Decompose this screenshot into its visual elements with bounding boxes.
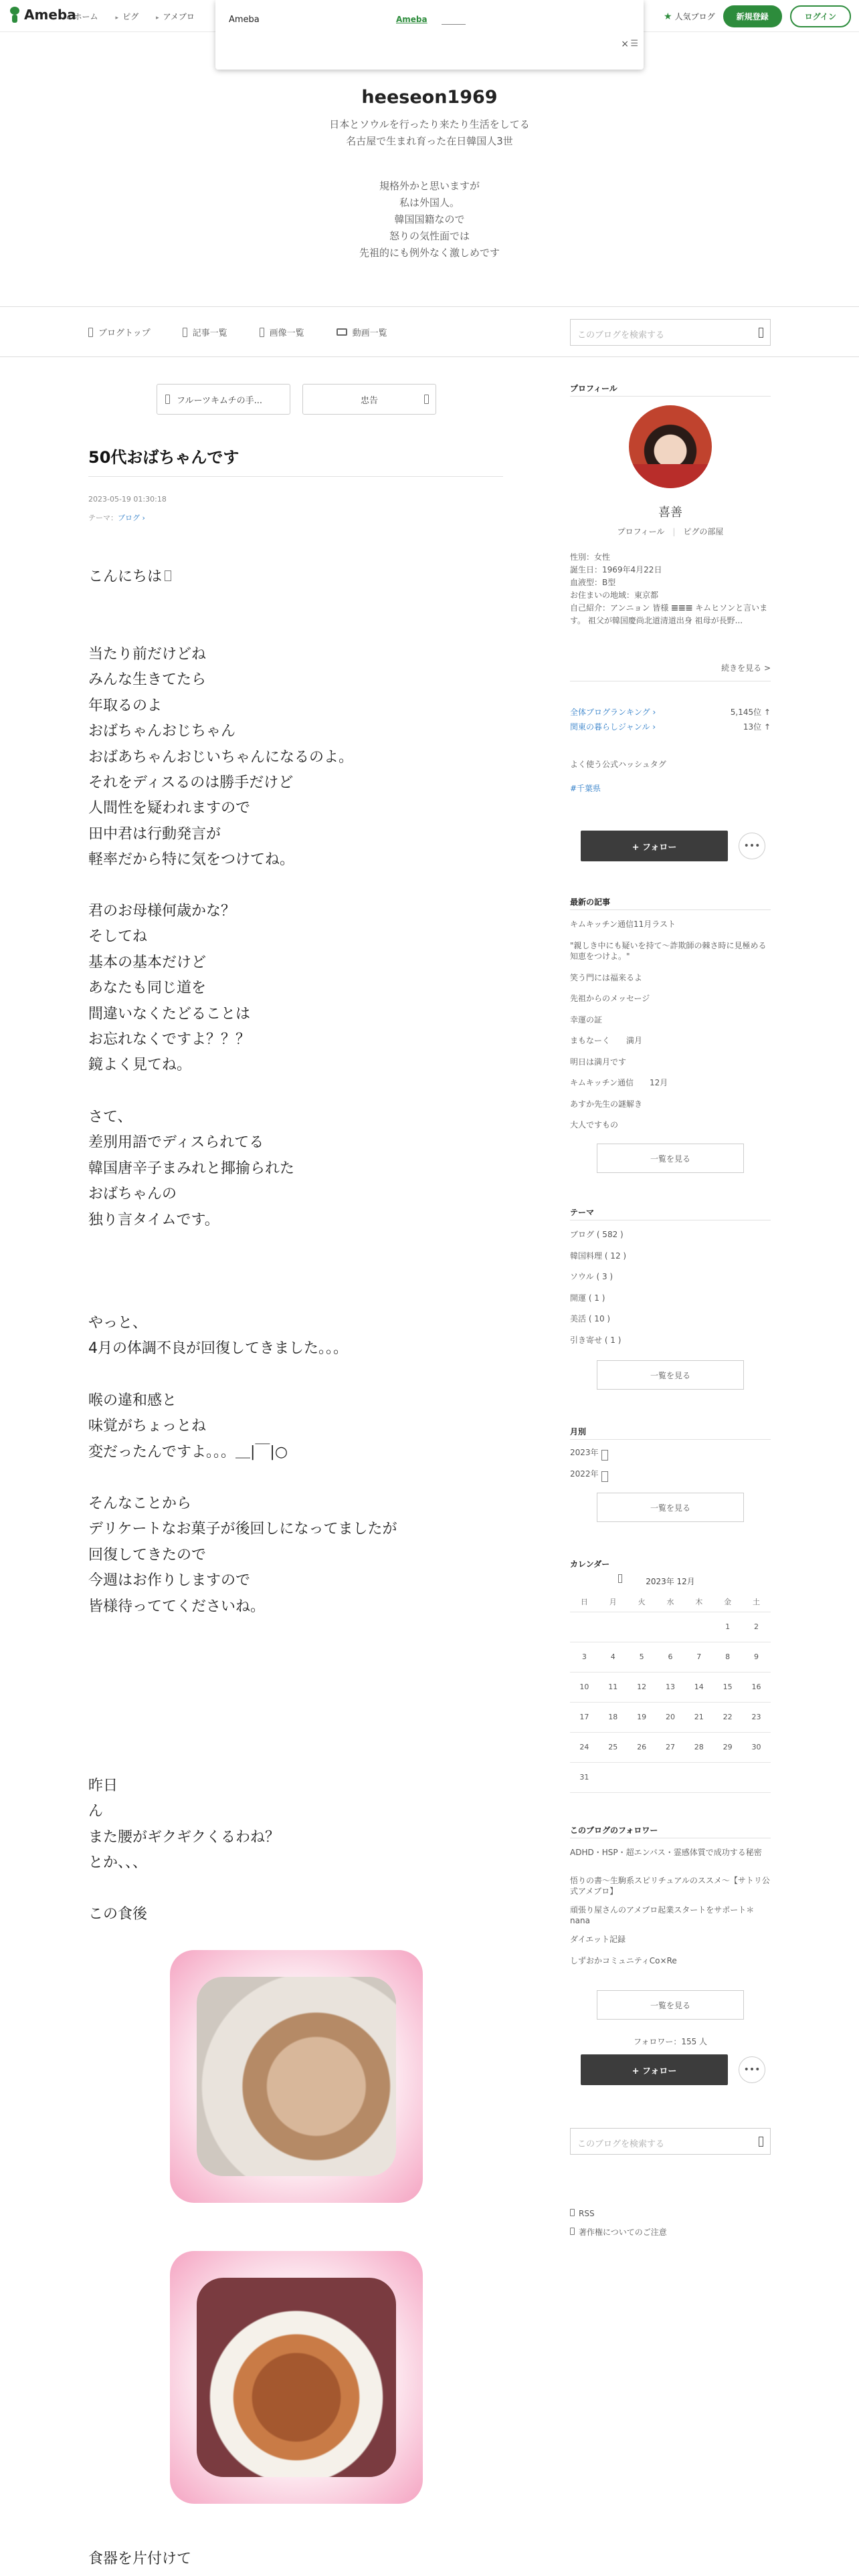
calendar-day: 6 <box>656 1642 685 1672</box>
article-paragraph: さて、 差別用語でディスられてる 韓国唐辛子まみれと揶揄られた おばちゃんの 独り言タイムです。 <box>88 1109 295 1228</box>
global-header-actions <box>664 5 851 27</box>
overall-ranking-value: 5,145位 ↑ <box>730 708 771 717</box>
calendar-day: 9 <box>742 1642 771 1672</box>
blog-search-input[interactable] <box>570 319 771 346</box>
recent-article-link[interactable]: 先祖からのメッセージ <box>570 994 650 1003</box>
calendar-day <box>628 1762 656 1792</box>
avatar[interactable] <box>629 405 712 488</box>
followers-list <box>570 1847 771 1977</box>
genre-ranking <box>570 721 771 732</box>
search-icon[interactable] <box>759 328 763 338</box>
theme-label: テーマ： <box>88 514 118 522</box>
calendar-day <box>570 1612 599 1642</box>
calendar-day: 1 <box>713 1612 742 1642</box>
rss-link[interactable] <box>570 2204 667 2223</box>
blog-description-line: 怒りの気性面では <box>389 230 470 242</box>
weekday-label: 火 <box>628 1592 656 1612</box>
follower-blog-link[interactable]: ADHD・HSP・超エンパス・霊感体質で成功する秘密 <box>570 1848 762 1857</box>
theme-heading: テーマ <box>570 1208 595 1217</box>
monthly-list <box>570 1447 771 1489</box>
calendar-day: 26 <box>628 1732 656 1762</box>
broken-image-icon <box>162 568 177 584</box>
followers-heading: このブログのフォロワー <box>570 1826 658 1835</box>
nav-label: 動画一覧 <box>352 328 387 338</box>
calendar-day: 27 <box>656 1732 685 1762</box>
calendar-day: 31 <box>570 1762 599 1792</box>
theme-list <box>570 1229 771 1356</box>
rss-label: RSS <box>579 2209 595 2218</box>
profile-region: お住まいの地域：東京都 <box>570 591 659 600</box>
recent-article-link[interactable]: キムキッチン通信11月ラスト <box>570 920 676 929</box>
recent-article-link[interactable]: 明日は満月です <box>570 1057 627 1067</box>
theme-link[interactable]: ソウル ( 3 ) <box>570 1272 613 1281</box>
calendar-day: 4 <box>599 1642 628 1672</box>
follow-button[interactable]: + フォロー <box>581 831 728 861</box>
calendar-day: 30 <box>742 1732 771 1762</box>
nav-image-list[interactable] <box>260 326 304 338</box>
blog-description <box>0 116 859 150</box>
recent-article-link[interactable]: "親しき中にも疑いを持て〜詐欺師の棘さ時に見極める知恵をつけよ。" <box>570 940 767 961</box>
separator: | <box>672 527 676 536</box>
article-paragraph: 喉の違和感と 味覚がちょっとね 変だったんですよ。。。＿|￣|○ <box>88 1392 288 1461</box>
theme-link[interactable]: 韓国料理 ( 12 ) <box>570 1251 627 1261</box>
weekday-label: 土 <box>742 1592 771 1612</box>
calendar-title: 2023年 12月 <box>646 1577 695 1586</box>
profile-birthday: 誕生日：1969年4月22日 <box>570 565 662 574</box>
blog-title[interactable]: heeseon1969 <box>361 87 498 108</box>
month-link[interactable] <box>570 1447 771 1469</box>
profile-name[interactable]: 喜善 <box>658 506 682 520</box>
recent-article-link[interactable]: キムキッチン通信 12月 <box>570 1078 668 1087</box>
calendar-day: 21 <box>684 1702 713 1732</box>
weekday-label: 木 <box>684 1592 713 1612</box>
article-photo-chashu[interactable] <box>170 1950 423 2203</box>
calendar-day: 18 <box>599 1702 628 1732</box>
article-title[interactable]: 50代おばちゃんです <box>88 448 240 467</box>
ad-link[interactable]: Ameba <box>396 15 427 24</box>
global-nav-home[interactable]: ▸ ホーム <box>67 11 98 22</box>
calendar-day: 10 <box>570 1672 599 1702</box>
followers-list-button[interactable]: 一覧を見る <box>597 1990 744 2020</box>
more-options-button[interactable]: ••• <box>739 2056 765 2083</box>
follower-blog-link[interactable]: 頑張り屋さんのアメブロ起業スタートをサポート＊nana <box>570 1905 755 1925</box>
calendar-day <box>713 1762 742 1792</box>
weekday-label: 月 <box>599 1592 628 1612</box>
recent-article-link[interactable]: まもなーく 満月 <box>570 1036 643 1045</box>
recent-article-link[interactable]: 大人ですもの <box>570 1120 619 1130</box>
prev-article-label: フルーツキムチの手... <box>177 395 262 406</box>
nav-article-list[interactable] <box>183 326 227 338</box>
profile-heading: プロフィール <box>570 384 617 393</box>
home-icon <box>88 328 93 337</box>
calendar-day: 13 <box>656 1672 685 1702</box>
pigg-room-link[interactable]: ピグの部屋 <box>683 527 724 536</box>
more-options-button[interactable]: ••• <box>739 833 765 859</box>
calendar-day <box>684 1612 713 1642</box>
global-nav-pigg[interactable]: ▸ ピグ <box>116 11 139 22</box>
divider <box>570 396 771 397</box>
footer-links <box>570 2204 667 2242</box>
follower-blog-link[interactable]: 悟りの書〜生駒系スピリチュアルのススメ〜【サトリ公式アメブロ】 <box>570 1876 770 1896</box>
article-date: 2023-05-19 01:30:18 <box>88 495 167 504</box>
calendar-day <box>628 1612 656 1642</box>
nav-label: ブログトップ <box>98 328 151 338</box>
calendar-day <box>684 1762 713 1792</box>
calendar-day: 3 <box>570 1642 599 1672</box>
close-icon[interactable]: × <box>621 39 629 49</box>
calendar-day: 23 <box>742 1702 771 1732</box>
article-paragraph: 食器を片付けて <box>88 2551 192 2567</box>
recent-list-button[interactable]: 一覧を見る <box>597 1144 744 1173</box>
sidebar-search-input[interactable] <box>570 2128 771 2155</box>
ameba-logo-icon <box>8 7 21 23</box>
article-greeting <box>88 564 177 590</box>
recent-articles-list <box>570 919 771 1141</box>
article-paragraph: やっと、 4月の体調不良が回復してきました。。。 <box>88 1315 348 1358</box>
global-nav-ameblo[interactable]: ▸ アメブロ <box>156 11 195 22</box>
follow-button[interactable]: + フォロー <box>581 2054 728 2085</box>
ad-divider <box>442 24 466 25</box>
ameba-logo-text: Ameba <box>24 7 76 23</box>
ranking-link[interactable] <box>664 11 715 22</box>
menu-icon[interactable]: ☰ <box>630 39 638 49</box>
video-icon <box>337 328 347 336</box>
hashtag-heading: よく使う公式ハッシュタグ <box>570 760 666 769</box>
calendar-day: 7 <box>684 1642 713 1672</box>
recent-article-link[interactable]: 笑う門には福来るよ <box>570 972 643 982</box>
nav-label: 画像一覧 <box>269 328 304 338</box>
weekday-label: 水 <box>656 1592 685 1612</box>
article-paragraph: そんなことから デリケートなお菓子が後回しになってましたが 回復してきたので 今週はお作りしますので 皆様待っててくださいね。 <box>88 1495 397 1615</box>
recent-article-link[interactable]: あすか先生の謎解き <box>570 1099 643 1109</box>
calendar-day: 16 <box>742 1672 771 1702</box>
article-photo-bowl[interactable] <box>170 2251 423 2504</box>
chevron-left-icon <box>165 395 170 404</box>
profile-gender: 性別：女性 <box>570 552 611 562</box>
calendar-day: 11 <box>599 1672 628 1702</box>
theme-link[interactable]: 引き寄せ ( 1 ) <box>570 1335 622 1345</box>
next-article-label: 忠告 <box>360 395 378 406</box>
nav-label: 記事一覧 <box>192 328 227 338</box>
calendar-day: 24 <box>570 1732 599 1762</box>
weekday-label: 日 <box>570 1592 599 1612</box>
hashtag-link[interactable]: #千葉県 <box>570 784 601 793</box>
chevron-right-icon: › <box>650 708 656 717</box>
calendar-heading: カレンダー <box>570 1560 610 1569</box>
month-link[interactable] <box>570 1469 771 1490</box>
crown-icon: ★ <box>664 11 672 22</box>
monthly-list-button[interactable]: 一覧を見る <box>597 1493 744 1522</box>
theme-link[interactable]: 美活 ( 10 ) <box>570 1314 611 1323</box>
nav-blog-top[interactable] <box>88 326 151 338</box>
search-placeholder: このブログを検索する <box>577 330 665 340</box>
recent-heading: 最新の記事 <box>570 897 611 907</box>
greeting-text: こんにちは <box>88 568 163 585</box>
profile-blood-type: 血液型：B型 <box>570 578 616 587</box>
blog-description-line: 日本とソウルを行ったり来たり生活をしてる <box>329 118 530 130</box>
login-button[interactable]: ログイン <box>790 5 851 27</box>
calendar-day <box>599 1762 628 1792</box>
copyright-label: 著作権についてのご注意 <box>579 2228 667 2237</box>
theme-list-button[interactable]: 一覧を見る <box>597 1360 744 1390</box>
blog-nav <box>0 306 859 357</box>
theme-link[interactable]: ブログ ( 582 ) <box>570 1230 624 1239</box>
chevron-icon <box>599 1447 608 1458</box>
follower-blog-link[interactable]: ダイエット記録 <box>570 1935 626 1944</box>
blog-description-line: 規格外かと思いますが <box>379 180 480 192</box>
chevron-right-icon: › <box>650 722 656 732</box>
calendar-day: 2 <box>742 1612 771 1642</box>
photo-bowl-plate <box>197 2278 396 2477</box>
article-paragraph: この食後 <box>88 1906 148 1923</box>
chevron-right-icon <box>424 395 429 404</box>
article-paragraph: 君のお母様何歳かな？ そしてね 基本の基本だけど あなたも同じ道を 間違いなくたどることは お忘れなくですよ？？？ 鏡よく見てね。 <box>88 903 251 1074</box>
overall-ranking-link[interactable]: 全体ブログランキング <box>570 708 650 717</box>
profile-links <box>570 526 771 537</box>
profile-more-link[interactable]: 続きを見る > <box>721 663 771 673</box>
blog-description-line: 私は外国人。 <box>399 197 460 209</box>
follower-count: フォロワー：155 人 <box>633 2037 708 2046</box>
genre-ranking-link[interactable]: 関東の暮らしジャンル <box>570 722 650 732</box>
calendar-day: 19 <box>628 1702 656 1732</box>
ameba-logo[interactable] <box>8 7 76 23</box>
calendar-day: 5 <box>628 1642 656 1672</box>
calendar-day: 25 <box>599 1732 628 1762</box>
weekday-label: 金 <box>713 1592 742 1612</box>
calendar-day: 29 <box>713 1732 742 1762</box>
calendar-day: 12 <box>628 1672 656 1702</box>
theme-link[interactable]: ブログ <box>118 514 140 522</box>
calendar-day: 17 <box>570 1702 599 1732</box>
blog-description-extra <box>0 178 859 261</box>
month-label: 2023年 <box>570 1448 599 1457</box>
calendar-grid <box>570 1592 771 1793</box>
calendar-day: 8 <box>713 1642 742 1672</box>
genre-ranking-value: 13位 ↑ <box>743 722 771 732</box>
chevron-icon <box>599 1469 608 1479</box>
profile-link[interactable]: プロフィール <box>617 527 665 536</box>
warning-icon <box>570 2228 575 2235</box>
calendar-day: 28 <box>684 1732 713 1762</box>
blog-description-line: 名古屋で生まれ育った在日韓国人3世 <box>346 135 513 147</box>
signup-button[interactable]: 新規登録 <box>723 5 782 27</box>
calendar-day <box>656 1762 685 1792</box>
recent-article-link[interactable]: 幸運の証 <box>570 1014 603 1025</box>
calendar-day <box>742 1762 771 1792</box>
theme-link[interactable]: 開運 ( 1 ) <box>570 1293 605 1303</box>
calendar-day: 22 <box>713 1702 742 1732</box>
calendar-day: 15 <box>713 1672 742 1702</box>
chevron-right-icon: › <box>142 514 145 522</box>
profile-info <box>570 551 771 627</box>
monthly-heading: 月別 <box>570 1427 587 1436</box>
rss-icon <box>570 2209 575 2216</box>
article-paragraph: 昨日 ん また腰がギクギクくるわね？ とか、、、 <box>88 1778 280 1872</box>
article-theme <box>88 512 145 523</box>
blog-header <box>0 32 859 306</box>
photo-chashu-plate <box>197 1977 396 2176</box>
ad-brand: Ameba <box>229 15 260 25</box>
divider <box>570 909 771 910</box>
nav-video-list[interactable] <box>337 326 387 338</box>
global-nav <box>67 11 195 22</box>
title-divider <box>88 476 503 477</box>
search-placeholder: このブログを検索する <box>577 2139 665 2149</box>
calendar-day <box>599 1612 628 1642</box>
calendar-day: 20 <box>656 1702 685 1732</box>
blog-description-line: 先祖的にも例外なく激しめです <box>359 247 500 259</box>
ranking-label: 人気ブログ <box>674 12 715 21</box>
overall-ranking <box>570 706 771 718</box>
prev-article-button[interactable] <box>157 384 290 415</box>
search-icon[interactable] <box>759 2137 763 2147</box>
divider <box>570 1439 771 1440</box>
copyright-link[interactable] <box>570 2223 667 2242</box>
blog-nav-items <box>88 326 387 338</box>
blog-description-line: 韓国国籍なので <box>394 213 465 225</box>
list-icon <box>183 328 187 337</box>
profile-intro: 自己紹介：アンニョン 皆様 𝌆𝌆𝌆 キムヒソンと言います。 祖父が韓国慶尚北道清道出身 祖母が長野... <box>570 603 768 625</box>
month-label: 2022年 <box>570 1469 599 1479</box>
follower-blog-link[interactable]: しずおかコミュニティCo×Re <box>570 1956 677 1965</box>
article-paragraph: 当たり前だけどね みんな生きてたら 年取るのよ おばちゃんおじちゃん おばあちゃんおじいちゃんになるのよ。 それをディスるのは勝手だけど 人間性を疑われますので 田中君は行動発言が 軽率だから特に気をつけてね。 <box>88 646 354 869</box>
calendar-day <box>656 1612 685 1642</box>
calendar-day: 14 <box>684 1672 713 1702</box>
next-article-button[interactable] <box>302 384 436 415</box>
image-icon <box>260 328 264 337</box>
